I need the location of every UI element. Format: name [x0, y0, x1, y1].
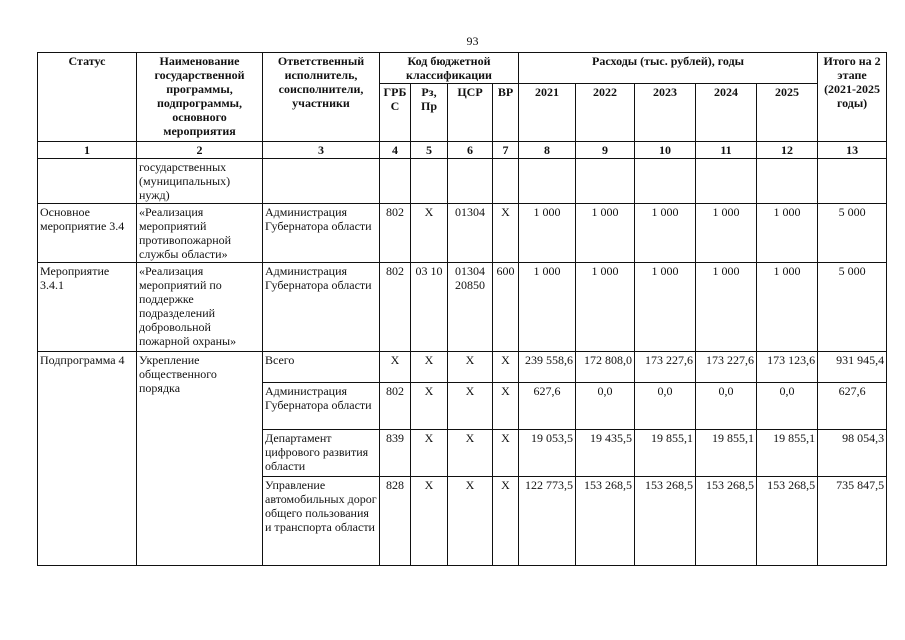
col-num: 5 [411, 142, 448, 159]
column-number-row [38, 142, 887, 159]
row-2025: 1 000 [757, 263, 818, 352]
col-num: 10 [635, 142, 696, 159]
col-num: 3 [263, 142, 380, 159]
row-total: 98 054,3 [818, 430, 887, 477]
row-2023 [635, 159, 696, 204]
row-csr: Х [448, 477, 493, 566]
row-executor: Администрация Губернатора области [263, 263, 380, 352]
table-row [38, 263, 887, 352]
row-csr [448, 159, 493, 204]
row-vr: Х [493, 204, 519, 263]
row-csr: Х [448, 383, 493, 430]
row-vr: Х [493, 477, 519, 566]
header-year-2022: 2022 [576, 84, 635, 142]
row-status: Мероприятие 3.4.1 [38, 263, 137, 352]
row-2022: 172 808,0 [576, 352, 635, 383]
row-2025: 173 123,6 [757, 352, 818, 383]
row-name: «Реализация мероприятий противопожарной службы области» [137, 204, 263, 263]
col-num: 9 [576, 142, 635, 159]
row-vr [493, 159, 519, 204]
row-csr: Х [448, 352, 493, 383]
header-program-name: Наименование государственной программы, подпрограммы, основного мероприятия [137, 53, 263, 142]
row-vr: Х [493, 383, 519, 430]
row-2025: 153 268,5 [757, 477, 818, 566]
row-status: Основное мероприятие 3.4 [38, 204, 137, 263]
row-2024: 153 268,5 [696, 477, 757, 566]
table-row [38, 352, 887, 383]
row-total: 931 945,4 [818, 352, 887, 383]
row-2021: 627,6 [519, 383, 576, 430]
row-grbs: 802 [380, 263, 411, 352]
row-2021 [519, 159, 576, 204]
row-2025: 19 855,1 [757, 430, 818, 477]
row-2022 [576, 159, 635, 204]
row-total: 5 000 [818, 204, 887, 263]
header-rzpr: Рз, Пр [411, 84, 448, 142]
table-row [38, 159, 887, 204]
row-grbs: 828 [380, 477, 411, 566]
col-num: 6 [448, 142, 493, 159]
header-year-2023: 2023 [635, 84, 696, 142]
row-status [38, 159, 137, 204]
row-rzpr: Х [411, 204, 448, 263]
col-num: 11 [696, 142, 757, 159]
row-2023: 19 855,1 [635, 430, 696, 477]
row-2023: 1 000 [635, 263, 696, 352]
col-num: 1 [38, 142, 137, 159]
row-2025: 0,0 [757, 383, 818, 430]
row-2024: 1 000 [696, 204, 757, 263]
header-vr: ВР [493, 84, 519, 142]
col-num: 13 [818, 142, 887, 159]
header-csr: ЦСР [448, 84, 493, 142]
row-executor: Департамент цифрового развития области [263, 430, 380, 477]
row-grbs: 802 [380, 383, 411, 430]
row-executor: Управление автомобильных дорог общего пользования и транспорта области [263, 477, 380, 566]
row-2023: 1 000 [635, 204, 696, 263]
row-csr: Х [448, 430, 493, 477]
header-status: Статус [38, 53, 137, 142]
row-grbs [380, 159, 411, 204]
row-2025: 1 000 [757, 204, 818, 263]
row-total: 5 000 [818, 263, 887, 352]
row-name: «Реализация мероприятий по поддержке подразделений добровольной пожарной охраны» [137, 263, 263, 352]
row-rzpr: 03 10 [411, 263, 448, 352]
row-vr: Х [493, 352, 519, 383]
row-2023: 173 227,6 [635, 352, 696, 383]
row-2022: 19 435,5 [576, 430, 635, 477]
row-rzpr: Х [411, 352, 448, 383]
row-2024: 1 000 [696, 263, 757, 352]
row-2021: 19 053,5 [519, 430, 576, 477]
header-executor: Ответственный исполнитель, соисполнители, участники [263, 53, 380, 142]
row-grbs: 839 [380, 430, 411, 477]
row-executor: Всего [263, 352, 380, 383]
row-executor: Администрация Губернатора области [263, 204, 380, 263]
row-2021: 122 773,5 [519, 477, 576, 566]
row-csr: 01304 [448, 204, 493, 263]
row-2024: 19 855,1 [696, 430, 757, 477]
row-rzpr: Х [411, 430, 448, 477]
col-num: 2 [137, 142, 263, 159]
row-rzpr: Х [411, 477, 448, 566]
row-total [818, 159, 887, 204]
row-2021: 239 558,6 [519, 352, 576, 383]
header-expenses: Расходы (тыс. рублей), годы [519, 53, 818, 84]
col-num: 7 [493, 142, 519, 159]
row-vr: Х [493, 430, 519, 477]
row-2024 [696, 159, 757, 204]
row-2021: 1 000 [519, 263, 576, 352]
subprogram-name: Укрепление общественного порядка [137, 352, 263, 566]
row-2022: 0,0 [576, 383, 635, 430]
row-name: государственных (муниципальных) нужд) [137, 159, 263, 204]
row-executor [263, 159, 380, 204]
row-2022: 1 000 [576, 263, 635, 352]
row-grbs: Х [380, 352, 411, 383]
page-number: 93 [466, 34, 479, 48]
row-rzpr [411, 159, 448, 204]
row-total: 735 847,5 [818, 477, 887, 566]
col-num: 8 [519, 142, 576, 159]
col-num: 12 [757, 142, 818, 159]
budget-table [37, 52, 887, 566]
header-year-2025: 2025 [757, 84, 818, 142]
header-grbs: ГРБ С [380, 84, 411, 142]
row-csr: 01304 20850 [448, 263, 493, 352]
row-total: 627,6 [818, 383, 887, 430]
row-2023: 0,0 [635, 383, 696, 430]
header-total: Итого на 2 этапе (2021-2025 годы) [818, 53, 887, 142]
row-2021: 1 000 [519, 204, 576, 263]
row-2024: 173 227,6 [696, 352, 757, 383]
row-grbs: 802 [380, 204, 411, 263]
subprogram-status: Подпрограмма 4 [38, 352, 137, 566]
row-rzpr: Х [411, 383, 448, 430]
table-row [38, 204, 887, 263]
row-2022: 153 268,5 [576, 477, 635, 566]
header-budget-code: Код бюджетной классификации [380, 53, 519, 84]
row-executor: Администрация Губернатора области [263, 383, 380, 430]
row-2023: 153 268,5 [635, 477, 696, 566]
header-year-2024: 2024 [696, 84, 757, 142]
row-2025 [757, 159, 818, 204]
row-2022: 1 000 [576, 204, 635, 263]
row-vr: 600 [493, 263, 519, 352]
header-row-1 [38, 53, 887, 84]
col-num: 4 [380, 142, 411, 159]
row-2024: 0,0 [696, 383, 757, 430]
header-year-2021: 2021 [519, 84, 576, 142]
